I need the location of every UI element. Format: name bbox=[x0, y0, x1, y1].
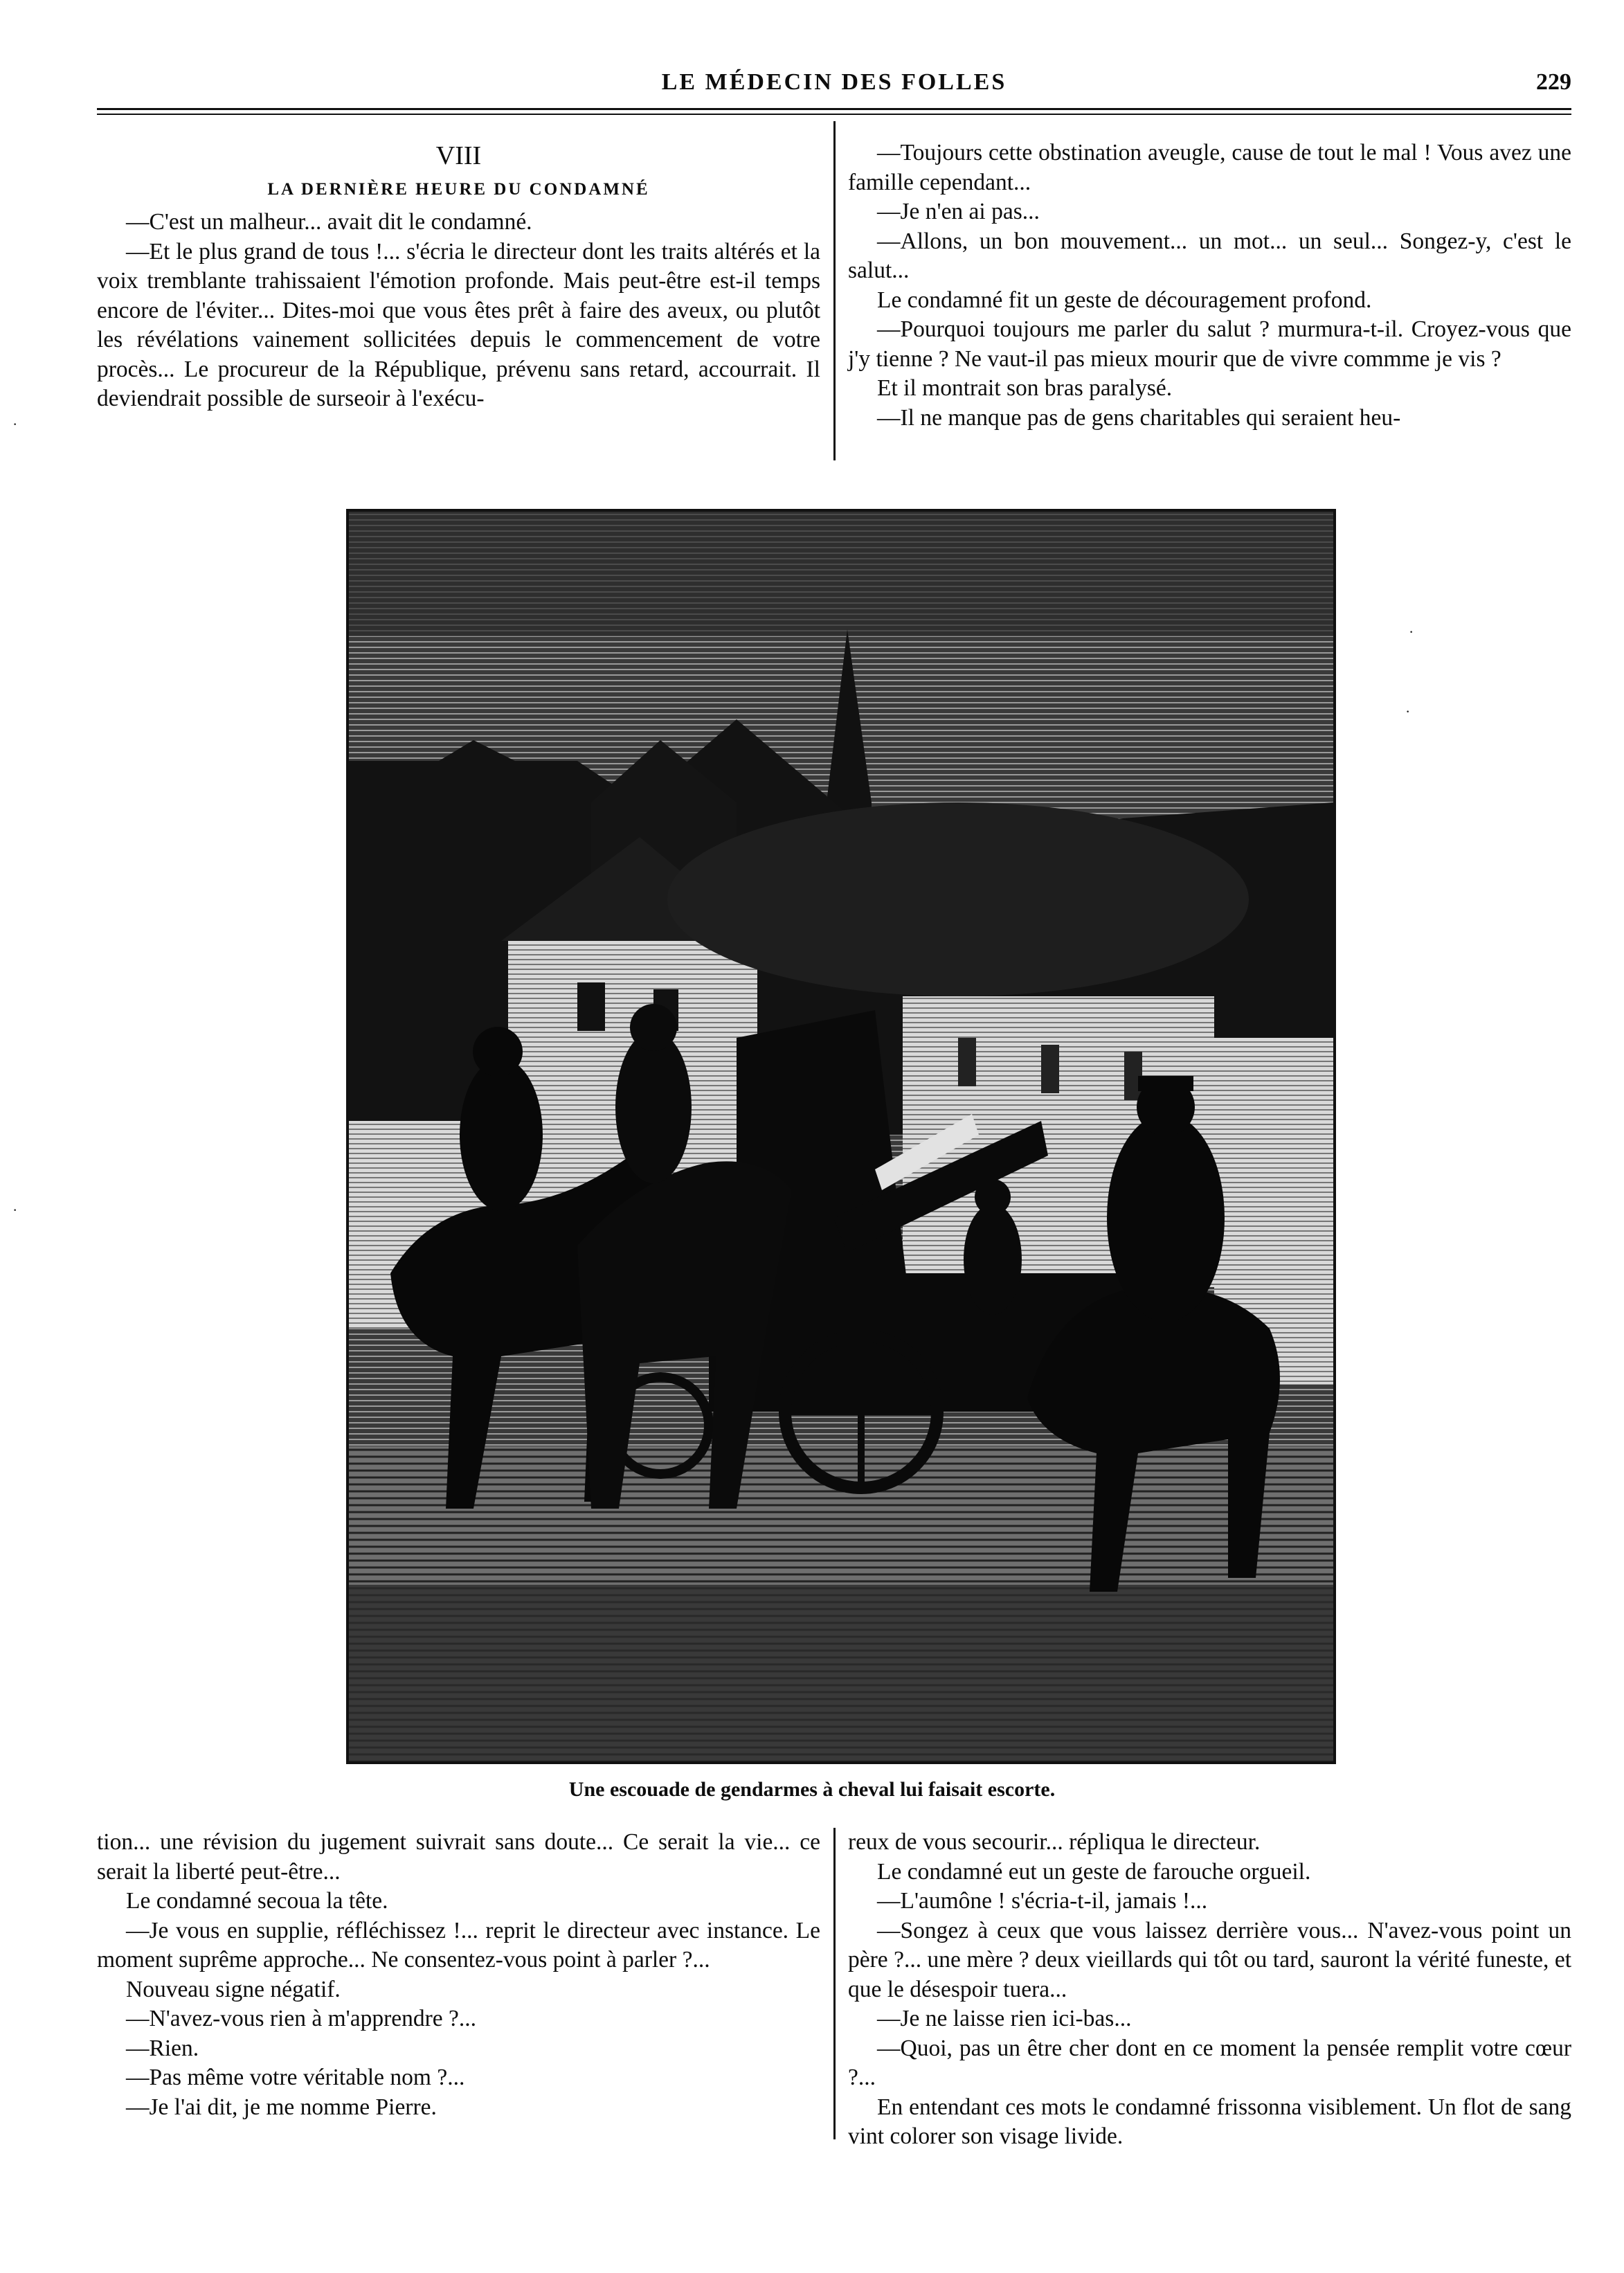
paragraph: —Allons, un bon mouvement... un mot... un seul... Songez-y, c'est le salut... bbox=[848, 228, 1571, 283]
paragraph: —Pas même votre véritable nom ?... bbox=[126, 2065, 465, 2090]
paragraph: —Quoi, pas un être cher dont en ce moment la pensée remplit votre cœur ?... bbox=[848, 2035, 1571, 2090]
paragraph: Le condamné fit un geste de découragement profond. bbox=[877, 287, 1372, 313]
paragraph: —Pourquoi toujours me parler du salut ? murmura-t-il. Croyez-vous que j'y tienne ? Ne vaut-il pas mieux mourir que de vivre commme je vis ? bbox=[848, 316, 1571, 372]
print-speck: · bbox=[12, 415, 18, 433]
paragraph: reux de vous secourir... répliqua le directeur. bbox=[848, 1829, 1261, 1855]
paragraph: —Je l'ai dit, je me nomme Pierre. bbox=[126, 2094, 437, 2120]
paragraph: tion... une révision du jugement suivrait sans doute... Ce serait la vie... ce serait la liberté peut-être... bbox=[97, 1829, 820, 1885]
print-speck: · bbox=[12, 1201, 18, 1219]
paragraph: —N'avez-vous rien à m'apprendre ?... bbox=[126, 2006, 476, 2031]
bottom-right-column bbox=[848, 1828, 1571, 2152]
paragraph: —Toujours cette obstination aveugle, cause de tout le mal ! Vous avez une famille cependant... bbox=[848, 140, 1571, 195]
print-speck: · bbox=[1405, 703, 1411, 720]
paragraph: —Songez à ceux que vous laissez derrière vous... N'avez-vous point un père ?... une mère ? deux vieillards qui tôt ou tard, sauront la vérité funeste, et que le désespoir tuera... bbox=[848, 1917, 1571, 2002]
illustration-caption: Une escouade de gendarmes à cheval lui faisait escorte. bbox=[568, 1778, 1056, 1801]
paragraph: Le condamné eut un geste de farouche orgueil. bbox=[877, 1858, 1311, 1885]
engraving-illustration bbox=[346, 509, 1336, 1764]
paragraph: —Je ne laisse rien ici-bas... bbox=[877, 2006, 1132, 2031]
paragraph: —C'est un malheur... avait dit le condamné. bbox=[126, 209, 532, 235]
column-rule-top bbox=[833, 121, 836, 460]
paragraph: —Rien. bbox=[126, 2035, 199, 2061]
top-left-column bbox=[97, 138, 820, 414]
paragraph: En entendant ces mots le condamné frissonna visiblement. Un flot de sang vint colorer son visage livide. bbox=[848, 2094, 1571, 2149]
paragraph: —L'aumône ! s'écria-t-il, jamais !... bbox=[877, 1888, 1208, 1914]
print-speck: · bbox=[1409, 623, 1414, 640]
header-rule-thick bbox=[97, 108, 1571, 110]
paragraph: Et il montrait son bras paralysé. bbox=[877, 375, 1173, 401]
running-header bbox=[97, 69, 1571, 101]
running-title: LE MÉDECIN DES FOLLES bbox=[661, 69, 1007, 95]
chapter-title: LA DERNIÈRE HEURE DU CONDAMNÉ bbox=[267, 180, 650, 199]
column-rule-bottom bbox=[833, 1828, 836, 2139]
paragraph: Nouveau signe négatif. bbox=[126, 1976, 341, 2002]
page-number: 229 bbox=[1536, 69, 1571, 95]
paragraph: —Je n'en ai pas... bbox=[877, 199, 1040, 224]
paragraph: —Il ne manque pas de gens charitables qui seraient heu- bbox=[877, 404, 1401, 431]
paragraph: Le condamné secoua la tête. bbox=[126, 1888, 388, 1914]
paragraph: —Et le plus grand de tous !... s'écria le directeur dont les traits altérés et la voix tremblante trahissaient l'émotion profonde. Mais peut-être est-il temps encore de l'éviter... Dites-moi que vous êtes prêt à faire des aveux, ou plutôt les révélations vainement sollicitées depuis le commencement de votre procès... Le procureur de la République, prévenu sans retard, accourrait. Il deviendrait possible de surseoir à l'exécu- bbox=[97, 238, 820, 411]
bottom-left-column bbox=[97, 1828, 820, 2122]
paragraph: —Je vous en supplie, réfléchissez !... reprit le directeur avec instance. Le moment suprême approche... Ne consentez-vous point à parler ?... bbox=[97, 1917, 820, 1973]
top-right-column bbox=[848, 138, 1571, 433]
chapter-number: VIII bbox=[435, 141, 482, 170]
header-rule-thin bbox=[97, 114, 1571, 115]
